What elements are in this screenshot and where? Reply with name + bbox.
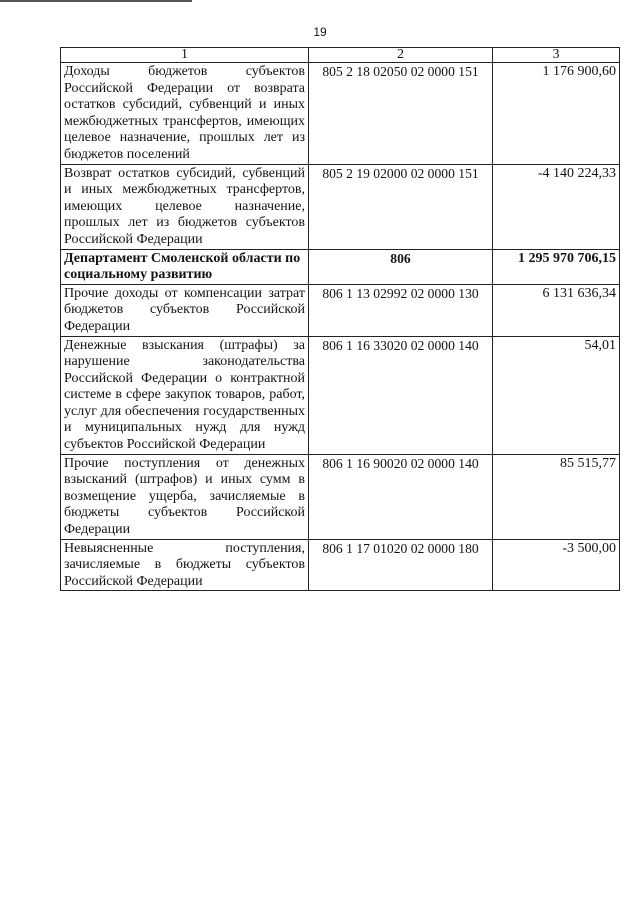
table-row <box>61 284 620 336</box>
column-header-1: 1 <box>61 48 309 63</box>
row-description: Прочие поступления от денежных взысканий (штрафов) и иных сумм в возмещение ущерба, зачисляемые в бюджеты субъектов Российской Федерации <box>61 454 309 539</box>
row-amount: 54,01 <box>493 336 620 454</box>
row-description: Доходы бюджетов субъектов Российской Федерации от возврата остатков субсидий, субвенций и иных межбюджетных трансфертов, имеющих целевое назначение, прошлых лет из бюджетов поселений <box>61 63 309 165</box>
row-code: 805 2 18 02050 02 0000 151 <box>309 63 493 165</box>
row-amount: -3 500,00 <box>493 539 620 591</box>
row-description: Возврат остатков субсидий, субвенций и иных межбюджетных трансфертов, имеющих целевое назначение, прошлых лет из бюджетов субъектов Российской Федерации <box>61 164 309 249</box>
column-header-2: 2 <box>309 48 493 63</box>
department-total: 1 295 970 706,15 <box>493 249 620 284</box>
department-code: 806 <box>309 249 493 284</box>
row-description: Денежные взыскания (штрафы) за нарушение законодательства Российской Федерации о контрактной системе в сфере закупок товаров, работ, услуг для обеспечения государственных и муниципальных нужд для нужд субъектов Российской Федерации <box>61 336 309 454</box>
row-code: 806 1 17 01020 02 0000 180 <box>309 539 493 591</box>
column-header-3: 3 <box>493 48 620 63</box>
department-name: Департамент Смоленской области по социальному развитию <box>61 249 309 284</box>
table-header-row <box>61 48 620 63</box>
table-row <box>61 63 620 165</box>
row-code: 805 2 19 02000 02 0000 151 <box>309 164 493 249</box>
page-number: 19 <box>313 25 327 39</box>
row-amount: -4 140 224,33 <box>493 164 620 249</box>
table-row <box>61 336 620 454</box>
row-code: 806 1 13 02992 02 0000 130 <box>309 284 493 336</box>
row-code: 806 1 16 33020 02 0000 140 <box>309 336 493 454</box>
table-row <box>61 539 620 591</box>
table-row <box>61 164 620 249</box>
revenue-table <box>60 47 620 591</box>
row-amount: 85 515,77 <box>493 454 620 539</box>
row-code: 806 1 16 90020 02 0000 140 <box>309 454 493 539</box>
scan-edge-line <box>0 0 192 2</box>
row-description: Прочие доходы от компенсации затрат бюджетов субъектов Российской Федерации <box>61 284 309 336</box>
department-row <box>61 249 620 284</box>
row-amount: 6 131 636,34 <box>493 284 620 336</box>
row-description: Невыясненные поступления, зачисляемые в бюджеты субъектов Российской Федерации <box>61 539 309 591</box>
row-amount: 1 176 900,60 <box>493 63 620 165</box>
table-row <box>61 454 620 539</box>
